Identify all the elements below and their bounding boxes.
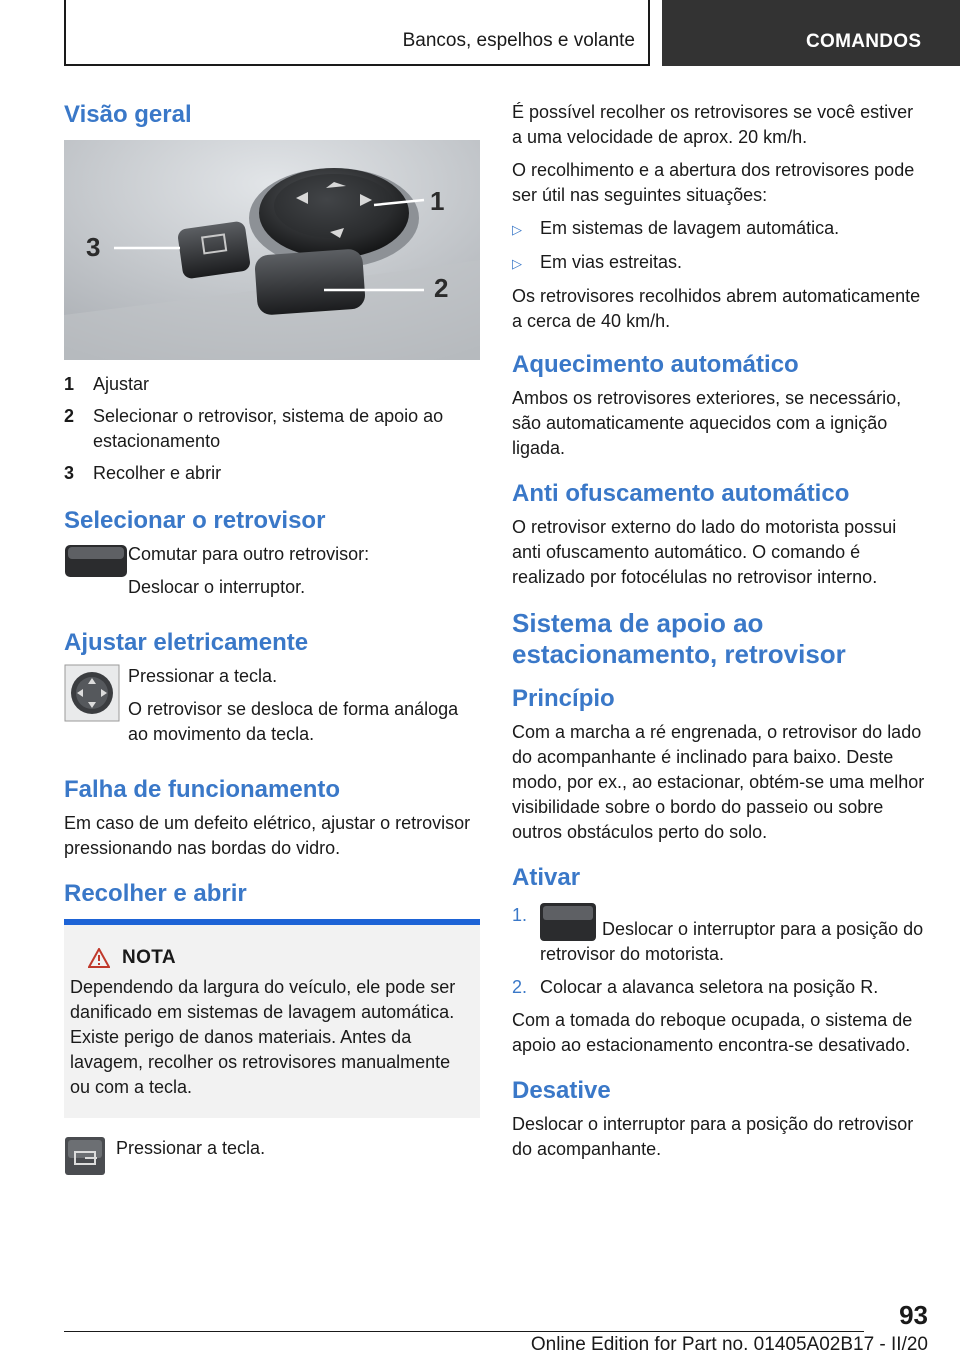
list-item (512, 250, 928, 276)
note-box (64, 919, 480, 1118)
step-number: 2. (512, 977, 528, 998)
triangle-bullet-icon: ▷ (512, 256, 522, 271)
step-number: 1. (512, 905, 528, 926)
right-column (512, 100, 928, 1180)
fold-press-block (64, 1136, 480, 1176)
note-text: Dependendo da largura do veículo, ele pode ser danificado em sistemas de lavagem automática. Existe perigo de danos materiais. Antes da lavagem, recolher os retrovisores manualmente ou com a tecla. (70, 977, 456, 1097)
antiglare-text: O retrovisor externo do lado do motorista possui anti ofuscamento automático. O comando é realizado por fotocélulas no retrovisor interno. (512, 517, 897, 587)
edition-text: Online Edition for Part no. 01405A02B17 - II/20 (530, 1334, 928, 1355)
fold-intro-auto-open: Os retrovisores recolhidos abrem automaticamente a cerca de 40 km/h. (512, 286, 921, 331)
adjust-line2: O retrovisor se desloca de forma análoga ao movimento da tecla. (128, 699, 459, 744)
section-title: Bancos, espelhos e volante (402, 30, 635, 51)
legend-item (64, 372, 480, 397)
figure-callout-2: 2 (434, 273, 449, 303)
list-item (512, 975, 928, 1000)
note-title (70, 947, 468, 969)
mirror-adjust-knob-icon (64, 664, 128, 724)
step-text: Colocar a alavanca seletora na posição R. (540, 977, 879, 998)
left-column (64, 100, 480, 1196)
fold-intro-situations: O recolhimento e a abertura dos retrovisores pode ser útil nas seguintes situações: (512, 160, 915, 205)
select-mirror-heading: Selecionar o retrovisor (64, 507, 326, 534)
legend-text: Selecionar o retrovisor, sistema de apoio ao estacionamento (93, 406, 444, 451)
heating-section (512, 350, 928, 461)
fold-button-icon (64, 1136, 116, 1176)
mirror-control-illustration (64, 140, 480, 360)
adjust-line1: Pressionar a tecla. (128, 666, 278, 686)
select-mirror-line1: Comutar para outro retrovisor: (128, 544, 370, 564)
principle-text: Com a marcha a ré engrenada, o retrovisor do lado do acompanhante é inclinado para baixo. Deste modo, por ex., ao estacionar, obtém-se uma melhor visibilidade sobre o bordo do passeio ou sobre outros obstáculos perto do solo. (512, 722, 925, 843)
step-text: Deslocar o interruptor para a posição do retrovisor do motorista. (540, 919, 924, 965)
figure-callout-3: 3 (86, 232, 101, 262)
deactivate-section (512, 1076, 928, 1162)
chapter-tab: COMANDOS (662, 0, 960, 66)
footer-rule (64, 1331, 864, 1332)
overview-heading: Visão geral (64, 101, 192, 128)
list-item (512, 903, 928, 967)
legend-number: 1 (64, 374, 75, 394)
list-item-text: Em vias estreitas. (540, 252, 683, 272)
heating-text: Ambos os retrovisores exteriores, se necessário, são automaticamente aquecidos com a ignição ligada. (512, 388, 902, 458)
switch-button-icon (64, 542, 128, 580)
parking-heading: Sistema de apoio ao estacionamento, retrovisor (512, 608, 846, 670)
triangle-bullet-icon: ▷ (512, 222, 522, 237)
page-header (0, 0, 960, 66)
mirror-control-figure (64, 140, 480, 360)
failure-section (64, 775, 480, 861)
antiglare-section (512, 479, 928, 590)
page-number: 93 (899, 1300, 928, 1330)
figure-callout-1: 1 (430, 186, 445, 216)
header-rule-mid (648, 0, 650, 66)
legend-text: Ajustar (93, 374, 150, 394)
note-label: NOTA (122, 947, 177, 968)
legend-item (64, 461, 480, 486)
select-mirror-line2: Deslocar o interruptor. (128, 577, 306, 597)
failure-text: Em caso de um defeito elétrico, ajustar o retrovisor pressionando nas bordas do vidro. (64, 813, 471, 858)
legend-number: 3 (64, 463, 75, 483)
fold-intro-speed: É possível recolher os retrovisores se você estiver a uma velocidade de aprox. 20 km/h. (512, 102, 914, 147)
figure-legend (64, 372, 480, 486)
fold-heading: Recolher e abrir (64, 880, 247, 907)
legend-item (64, 404, 480, 454)
list-item-text: Em sistemas de lavagem automática. (540, 218, 840, 238)
adjust-block (64, 664, 480, 755)
activate-text: Com a tomada do reboque ocupada, o sistema de apoio ao estacionamento encontra-se desativado. (512, 1010, 913, 1056)
principle-heading: Princípio (512, 685, 615, 713)
header-rule-left (64, 0, 66, 66)
select-mirror-block (64, 542, 480, 608)
fold-press-text: Pressionar a tecla. (116, 1138, 266, 1158)
deactivate-text: Deslocar o interruptor para a posição do retrovisor do acompanhante. (512, 1114, 914, 1160)
deactivate-heading: Desative (512, 1077, 611, 1105)
activate-section (512, 863, 928, 1058)
header-rule-bottom (64, 64, 650, 66)
adjust-heading: Ajustar eletricamente (64, 629, 309, 656)
legend-number: 2 (64, 406, 75, 426)
principle-section (512, 684, 928, 845)
failure-heading: Falha de funcionamento (64, 776, 341, 803)
warning-icon (88, 948, 110, 968)
heating-heading: Aquecimento automático (512, 351, 799, 378)
switch-button-icon (540, 903, 596, 941)
legend-text: Recolher e abrir (93, 463, 222, 483)
antiglare-heading: Anti ofuscamento automático (512, 480, 850, 507)
activate-heading: Ativar (512, 864, 581, 892)
list-item (512, 216, 928, 242)
